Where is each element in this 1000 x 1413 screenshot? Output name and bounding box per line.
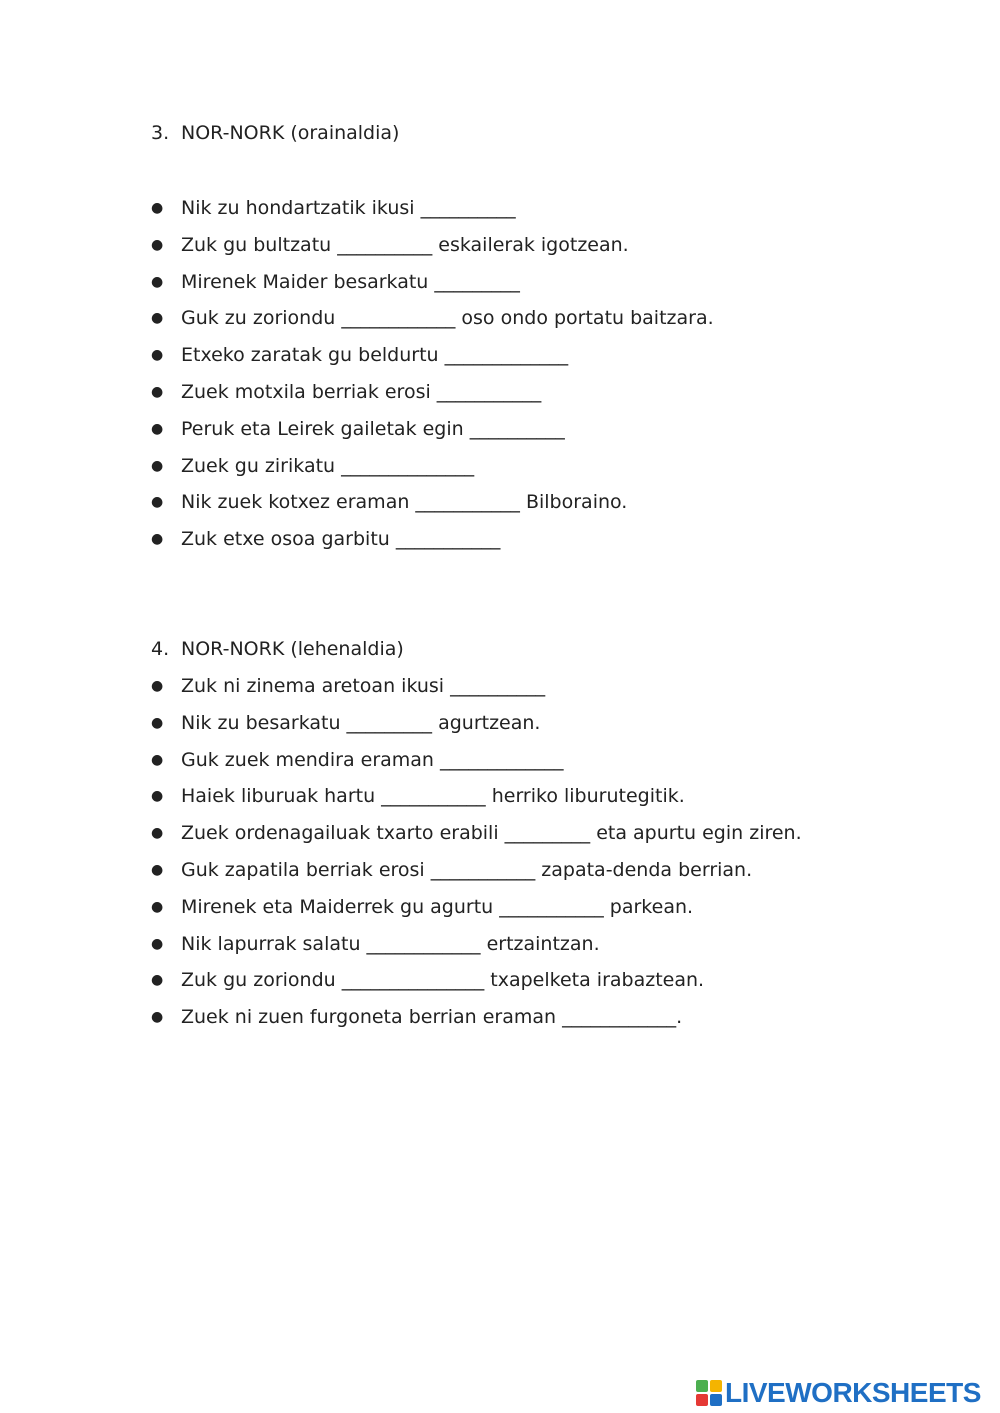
list-item [151, 417, 714, 454]
list-item [151, 711, 802, 748]
liveworksheets-grid-icon [696, 1380, 722, 1406]
bullet-icon: ● [151, 200, 164, 216]
item-text: Guk zuek mendira eraman _____________ [181, 748, 564, 771]
list-item [151, 932, 802, 969]
list-item [151, 821, 802, 858]
bullet-icon: ● [151, 825, 164, 842]
list-item [151, 674, 802, 711]
logo-text: LIVEWORKSHEETS [725, 1377, 981, 1408]
list-item [151, 380, 714, 417]
item-text: Zuek motxila berriak erosi ___________ [181, 380, 542, 403]
bullet-icon: ● [151, 788, 164, 805]
bullet-icon: ● [151, 861, 164, 878]
bullet-icon: ● [151, 310, 164, 327]
item-text: Nik lapurrak salatu ____________ ertzaintzan. [181, 932, 600, 955]
bullet-icon: ● [151, 935, 164, 952]
item-text: Zuek ordenagailuak txarto erabili _________ eta apurtu egin ziren. [181, 822, 802, 845]
item-text: Zuek ni zuen furgoneta berrian eraman ____________. [181, 1006, 683, 1029]
bullet-icon: ● [151, 347, 164, 364]
bullet-icon: ● [151, 898, 164, 915]
list-item [151, 306, 714, 343]
list-item [151, 233, 714, 270]
item-text: Peruk eta Leirek gailetak egin __________ [181, 417, 565, 440]
section-4-list [151, 674, 802, 1042]
bullet-icon: ● [151, 420, 164, 437]
logo-square-2 [710, 1380, 722, 1392]
item-text: Mirenek eta Maiderrek gu agurtu ___________ parkean. [181, 895, 694, 918]
logo-square-4 [710, 1394, 722, 1406]
item-text: Nik zuek kotxez eraman ___________ Bilboraino. [181, 491, 628, 514]
list-item [151, 895, 802, 932]
section-4-heading: NOR-NORK (lehenaldia) [181, 638, 404, 660]
list-item [151, 748, 802, 785]
item-text: Zuk ni zinema aretoan ikusi __________ [181, 675, 546, 697]
item-text: Zuek gu zirikatu ______________ [181, 454, 475, 477]
bullet-icon: ● [151, 1009, 164, 1026]
item-text: Zuk etxe osoa garbitu ___________ [181, 528, 501, 551]
list-item [151, 490, 714, 527]
logo-square-1 [696, 1380, 708, 1392]
bullet-icon: ● [151, 531, 164, 548]
section-3-list [151, 196, 714, 564]
list-item [151, 527, 714, 564]
liveworksheets-logo[interactable] [696, 1378, 981, 1408]
list-item [151, 858, 802, 895]
bullet-icon: ● [151, 236, 164, 253]
bullet-icon: ● [151, 383, 164, 400]
item-text: Guk zu zoriondu ____________ oso ondo portatu baitzara. [181, 307, 714, 330]
section-4-number: 4. [151, 638, 170, 660]
bullet-icon: ● [151, 273, 164, 290]
section-3-number: 3. [151, 122, 170, 144]
item-text: Haiek liburuak hartu ___________ herriko liburutegitik. [181, 785, 685, 808]
bullet-icon: ● [151, 972, 164, 989]
list-item [151, 784, 802, 821]
bullet-icon: ● [151, 494, 164, 511]
list-item [151, 454, 714, 491]
section-3-title [151, 121, 399, 145]
bullet-icon: ● [151, 678, 164, 694]
item-text: Zuk gu bultzatu __________ eskailerak igotzean. [181, 233, 629, 256]
list-item [151, 196, 714, 233]
item-text: Etxeko zaratak gu beldurtu _____________ [181, 344, 569, 367]
item-text: Nik zu hondartzatik ikusi __________ [181, 197, 516, 219]
list-item [151, 343, 714, 380]
list-item [151, 968, 802, 1005]
bullet-icon: ● [151, 714, 164, 731]
item-text: Guk zapatila berriak erosi ___________ zapata-denda berrian. [181, 858, 753, 881]
section-3-heading: NOR-NORK (orainaldia) [181, 122, 400, 144]
item-text: Mirenek Maider besarkatu _________ [181, 270, 520, 293]
item-text: Nik zu besarkatu _________ agurtzean. [181, 711, 541, 734]
item-text: Zuk gu zoriondu _______________ txapelketa irabaztean. [181, 969, 705, 992]
section-4-title [151, 637, 404, 661]
bullet-icon: ● [151, 457, 164, 474]
list-item [151, 270, 714, 307]
logo-square-3 [696, 1394, 708, 1406]
list-item [151, 1005, 802, 1042]
bullet-icon: ● [151, 751, 164, 768]
